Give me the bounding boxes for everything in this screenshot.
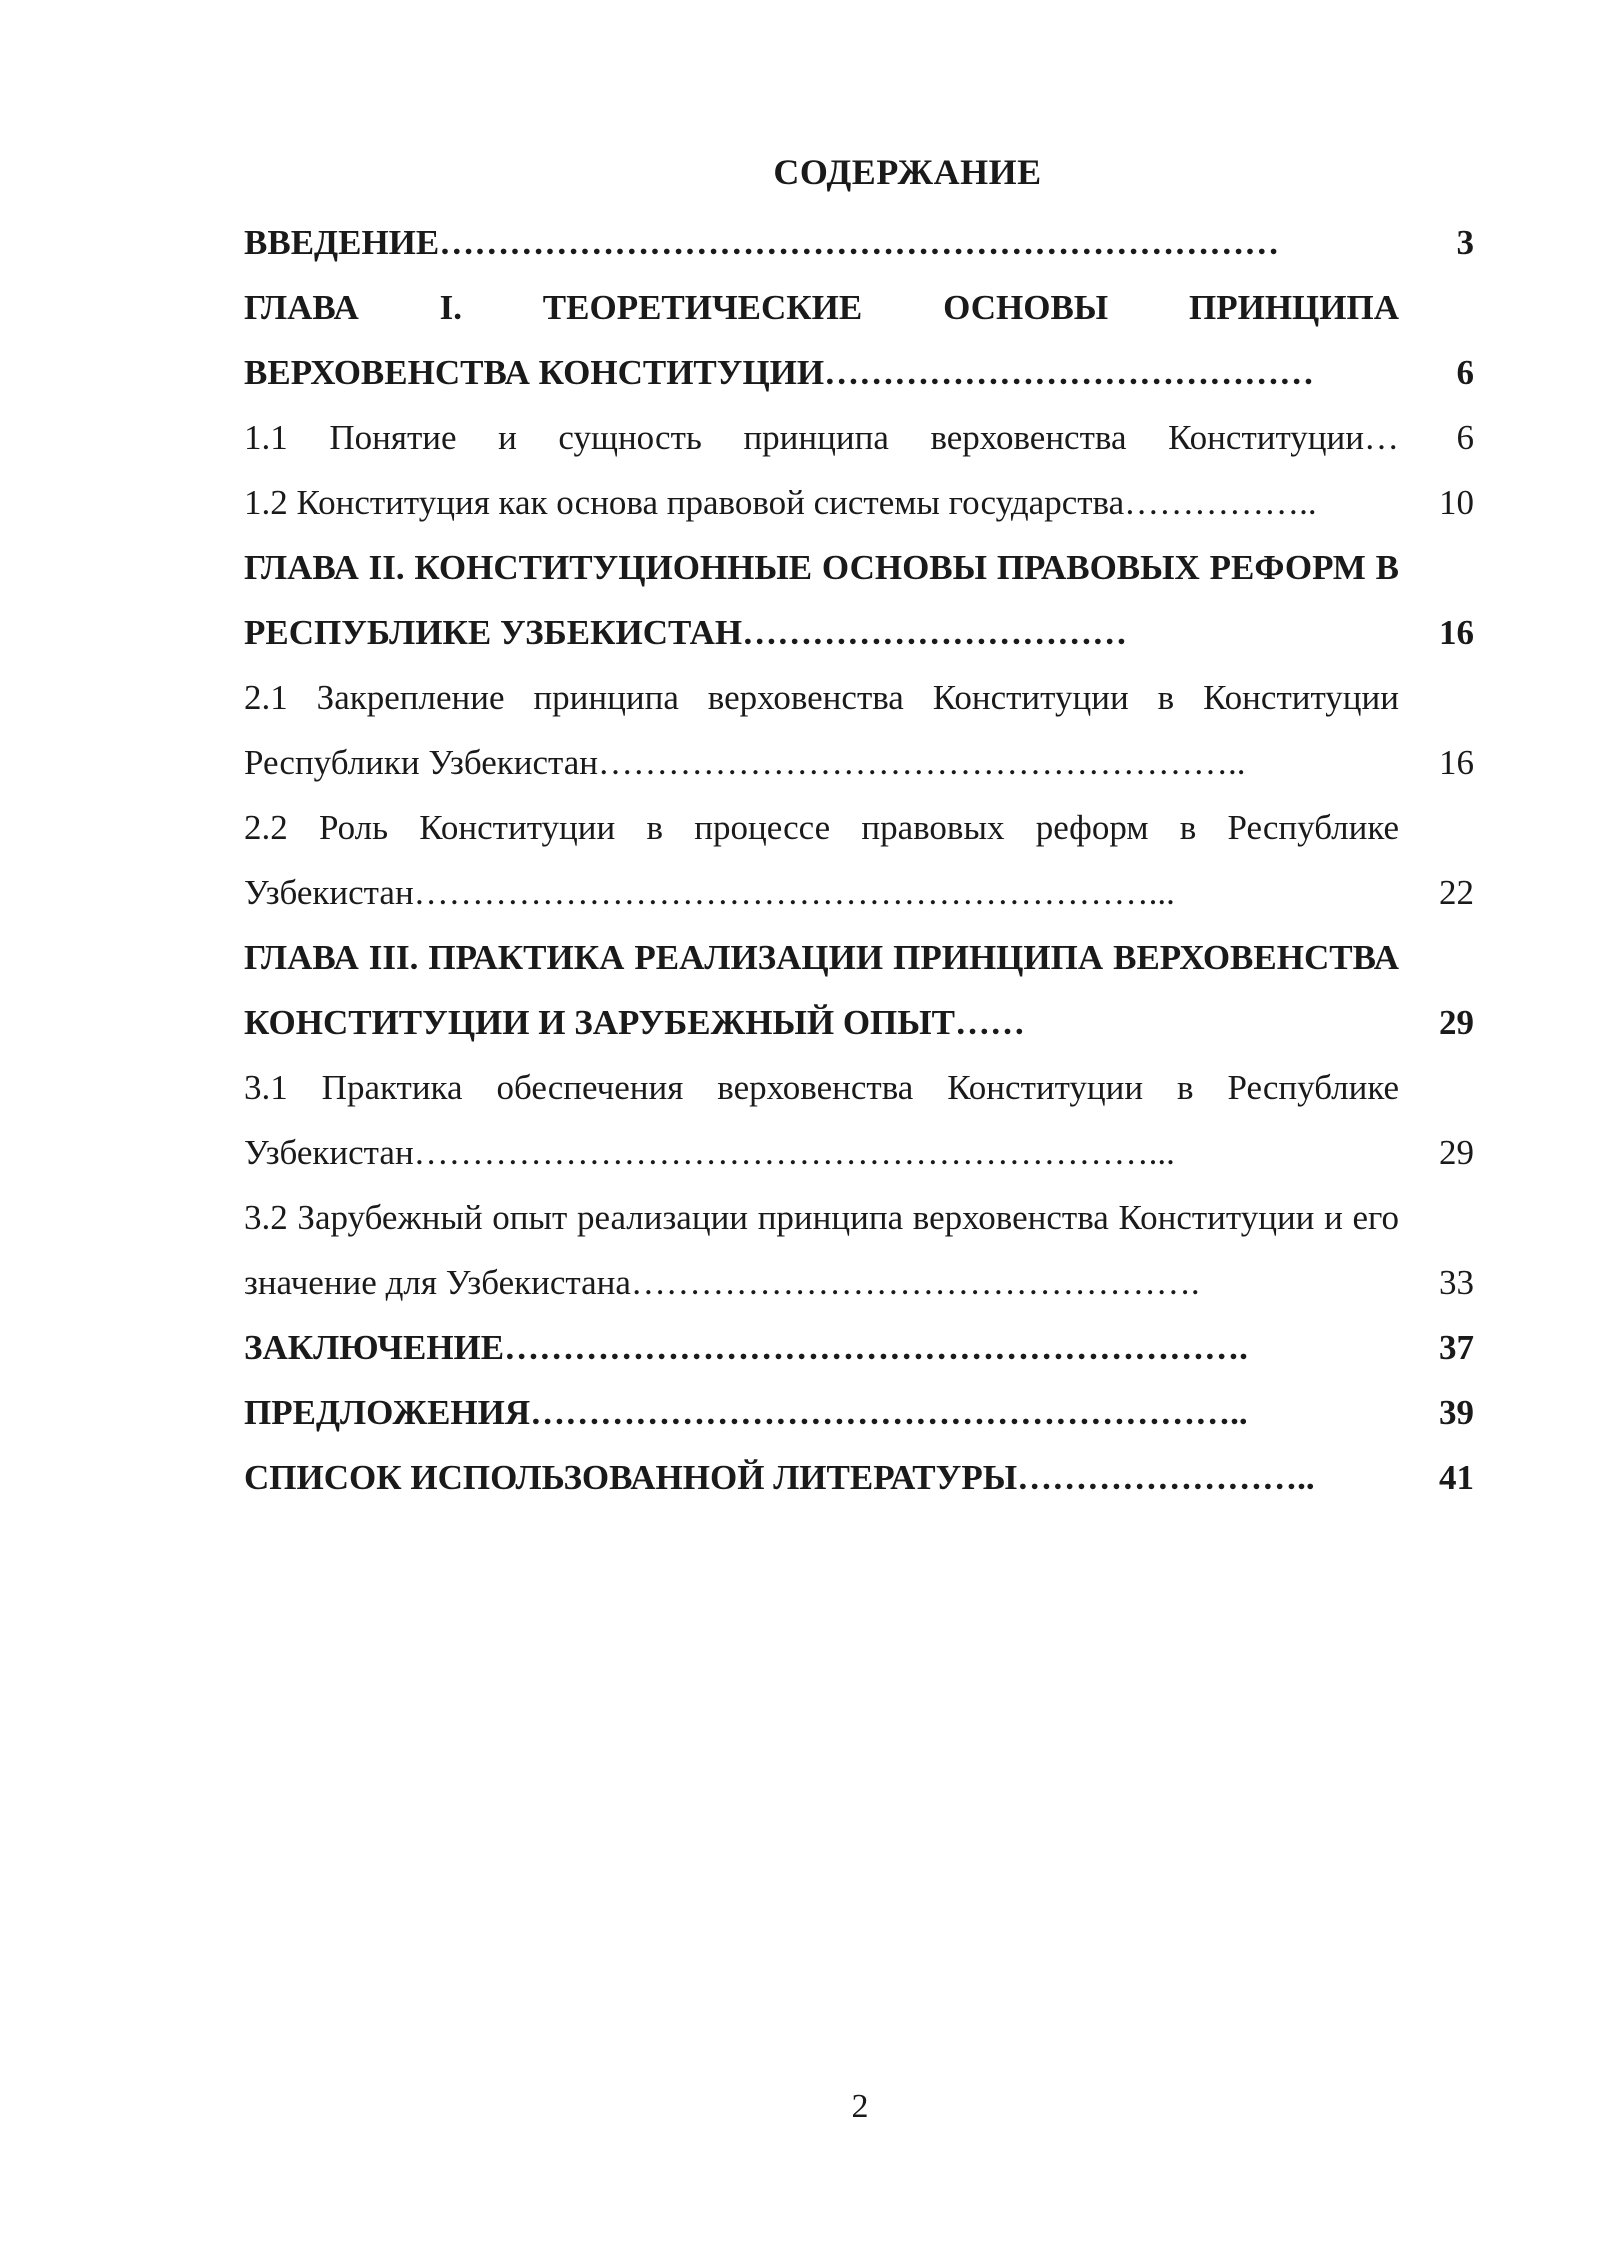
toc-entry-page: 39 [1439, 1393, 1474, 1432]
toc-entry-page: 6 [1456, 353, 1474, 392]
toc-entry-text: ГЛАВА II. КОНСТИТУЦИОННЫЕ ОСНОВЫ ПРАВОВЫХ РЕФОРМ В РЕСПУБЛИКЕ УЗБЕКИСТАН…………………………… [244, 548, 1399, 652]
toc-entry-page: 16 [1439, 743, 1474, 782]
toc-entry-page: 22 [1439, 873, 1474, 912]
toc-entry-text: 1.2 Конституция как основа правовой системы государства…………….. [244, 483, 1317, 522]
toc-entry-text: ГЛАВА I. ТЕОРЕТИЧЕСКИЕ ОСНОВЫ ПРИНЦИПА ВЕРХОВЕНСТВА КОНСТИТУЦИИ…………………………………… [244, 288, 1399, 392]
toc-entry-page: 10 [1439, 483, 1474, 522]
toc-entry-conclusion[interactable] [244, 1315, 1474, 1380]
toc-entry-chapter-1[interactable] [244, 275, 1474, 405]
toc-entry-proposals[interactable] [244, 1380, 1474, 1445]
toc-entry-page: 33 [1439, 1263, 1474, 1302]
toc-entry-page: 29 [1439, 1003, 1474, 1042]
toc-entry-text: ЗАКЛЮЧЕНИЕ………………………………………………………. [244, 1328, 1248, 1367]
toc-entry-section-2-1[interactable] [244, 665, 1474, 795]
toc-list [244, 210, 1474, 1510]
toc-entry-text: ГЛАВА III. ПРАКТИКА РЕАЛИЗАЦИИ ПРИНЦИПА ВЕРХОВЕНСТВА КОНСТИТУЦИИ И ЗАРУБЕЖНЫЙ ОПЫТ…… [244, 938, 1399, 1042]
toc-entry-page: 29 [1439, 1133, 1474, 1172]
toc-entry-page: 6 [1456, 418, 1474, 457]
toc-entry-section-1-1[interactable] [244, 405, 1474, 470]
toc-entry-text: 3.1 Практика обеспечения верховенства Конституции в Республике Узбекистан………………………………………………………... [244, 1068, 1399, 1172]
toc-entry-text: ПРЕДЛОЖЕНИЯ…………………………………………………….. [244, 1393, 1248, 1432]
toc-entry-text: 2.1 Закрепление принципа верховенства Конституции в Конституции Республики Узбекистан……………………………………………….. [244, 678, 1399, 782]
toc-entry-text: СПИСОК ИСПОЛЬЗОВАННОЙ ЛИТЕРАТУРЫ…………………….. [244, 1458, 1315, 1497]
toc-entry-chapter-2[interactable] [244, 535, 1474, 665]
page-number: 2 [851, 2088, 869, 2125]
toc-entry-section-3-2[interactable] [244, 1185, 1474, 1315]
toc-title-text: СОДЕРЖАНИЕ [773, 152, 1042, 192]
toc-entry-page: 16 [1439, 613, 1474, 652]
toc-entry-text: 3.2 Зарубежный опыт реализации принципа верховенства Конституции и его значение для Узбекистана…………………………………………. [244, 1198, 1399, 1302]
toc-entry-page: 37 [1439, 1328, 1474, 1367]
toc-entry-chapter-3[interactable] [244, 925, 1474, 1055]
toc-entry-text: ВВЕДЕНИЕ……………………………………………………………… [244, 223, 1280, 262]
toc-entry-page: 3 [1456, 223, 1474, 262]
toc-entry-text: 1.1 Понятие и сущность принципа верховенства Конституции… [244, 418, 1399, 457]
toc-entry-references[interactable] [244, 1445, 1474, 1510]
toc-title [0, 148, 1600, 196]
toc-entry-section-3-1[interactable] [244, 1055, 1474, 1185]
toc-entry-section-1-2[interactable] [244, 470, 1474, 535]
toc-entry-text: 2.2 Роль Конституции в процессе правовых реформ в Республике Узбекистан………………………………………………………... [244, 808, 1399, 912]
toc-entry-section-2-2[interactable] [244, 795, 1474, 925]
toc-entry-page: 41 [1439, 1458, 1474, 1497]
toc-entry-introduction[interactable] [244, 210, 1474, 275]
